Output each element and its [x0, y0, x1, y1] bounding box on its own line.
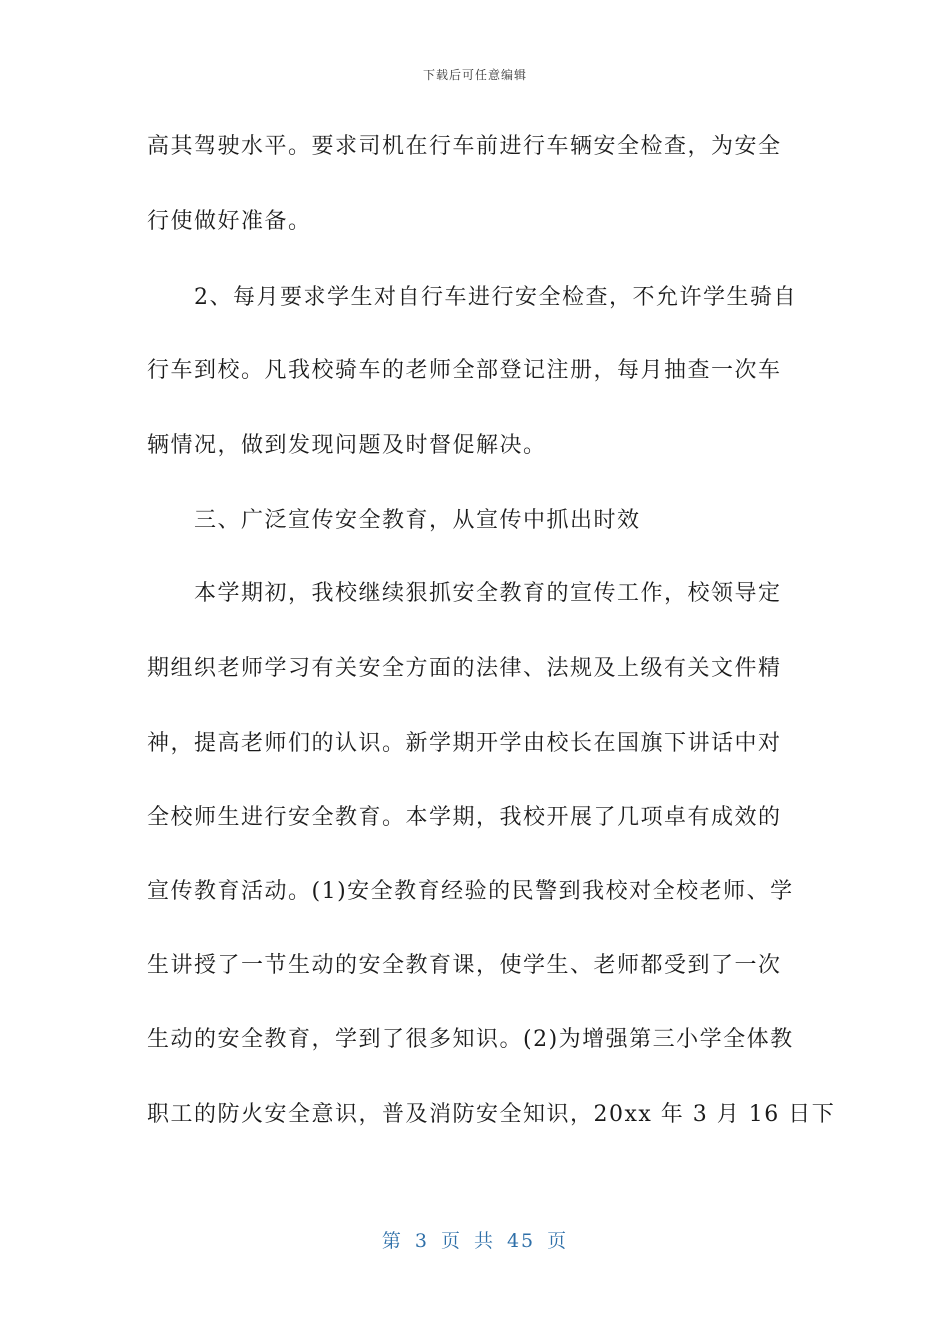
page-header: 下载后可任意编辑: [422, 68, 527, 82]
text-line-11: 宣传教育活动。(1)安全教育经验的民警到我校对全校老师、学: [147, 879, 794, 904]
text-line-7: 本学期初，我校继续狠抓安全教育的宣传工作，校领导定: [147, 581, 782, 606]
text-line-9: 神，提高老师们的认识。新学期开学由校长在国旗下讲话中对: [147, 731, 782, 756]
text-line-10: 全校师生进行安全教育。本学期，我校开展了几项卓有成效的: [147, 805, 782, 830]
text-line-3: 2、每月要求学生对自行车进行安全检查，不允许学生骑自: [147, 285, 797, 310]
text-line-6: 三、广泛宣传安全教育，从宣传中抓出时效: [147, 508, 641, 533]
text-line-13: 生动的安全教育，学到了很多知识。(2)为增强第三小学全体教: [147, 1027, 794, 1052]
footer-prefix: 第: [381, 1230, 403, 1252]
footer-total-pages: 45: [506, 1230, 536, 1252]
footer-page-number: 3: [414, 1230, 429, 1252]
footer-page-unit: 页: [440, 1230, 462, 1252]
text-line-12: 生讲授了一节生动的安全教育课，使学生、老师都受到了一次: [147, 953, 782, 978]
text-line-2: 行使做好准备。: [147, 209, 312, 234]
text-line-1: 高其驾驶水平。要求司机在行车前进行车辆安全检查，为安全: [147, 134, 782, 159]
text-line-4: 行车到校。凡我校骑车的老师全部登记注册，每月抽查一次车: [147, 358, 782, 383]
page-footer: [0, 1226, 950, 1253]
footer-total-prefix: 共: [473, 1230, 495, 1252]
text-line-5: 辆情况，做到发现问题及时督促解决。: [147, 433, 547, 458]
footer-total-unit: 页: [547, 1230, 569, 1252]
text-line-8: 期组织老师学习有关安全方面的法律、法规及上级有关文件精: [147, 656, 782, 681]
text-line-14: 职工的防火安全意识，普及消防安全知识，20xx 年 3 月 16 日下: [147, 1102, 836, 1127]
